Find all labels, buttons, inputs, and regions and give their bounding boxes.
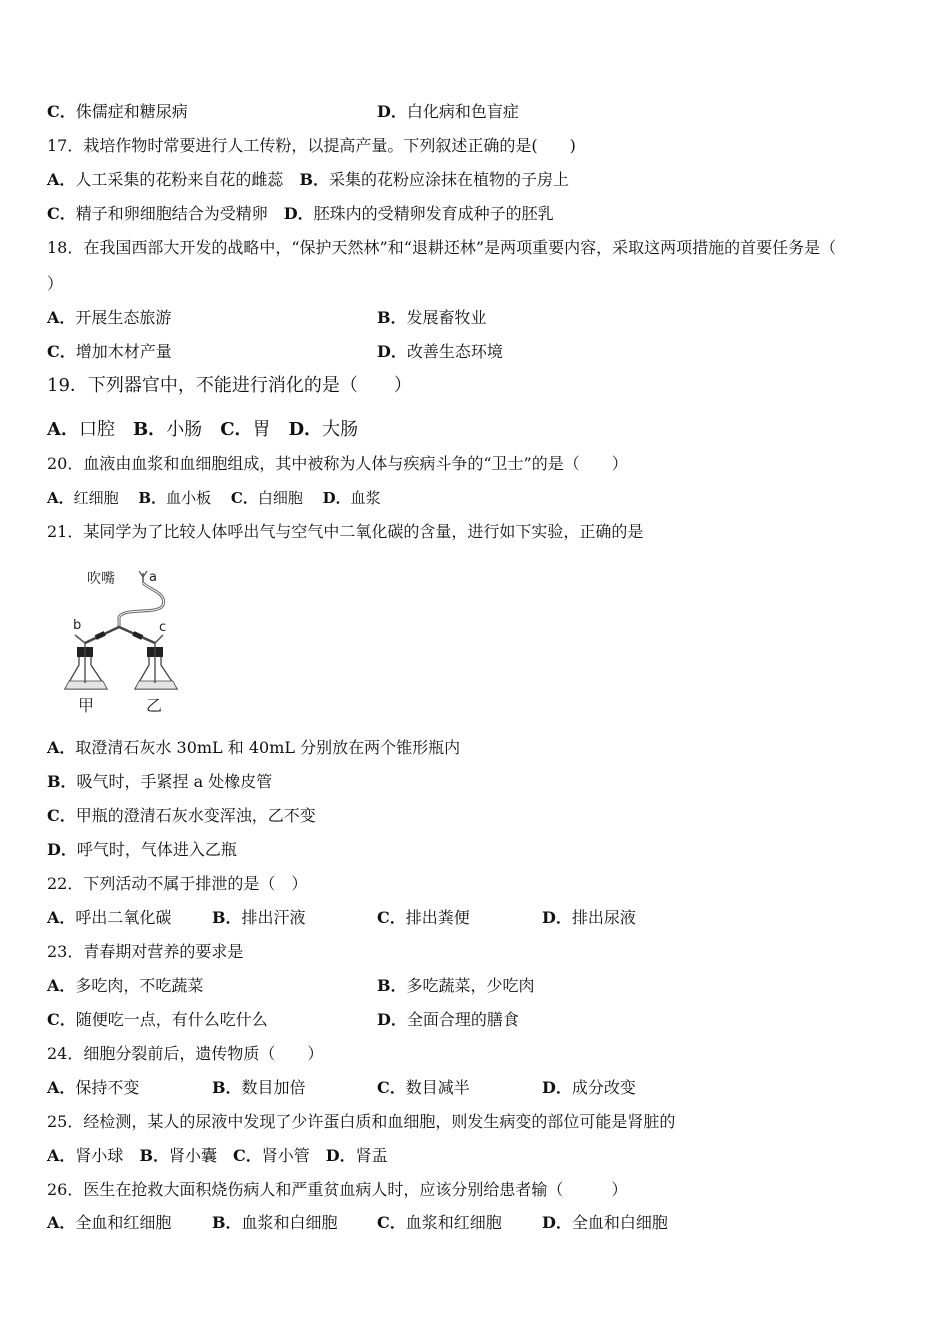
flask-apparatus-diagram [55,565,195,720]
q17-options-cd: C．精子和卵细胞结合为受精卵 D．胚珠内的受精卵发育成种子的胚乳 [47,204,554,223]
question-18-end: ） [47,274,64,293]
q19-options: A．口腔 B．小肠 C．胃 D．大肠 [47,419,359,440]
option-a: A．保持不变 [47,1078,140,1097]
option-d: D．全血和白细胞 [542,1213,668,1232]
option-b: B．数目加倍 [212,1078,306,1097]
option-a: A．呼出二氧化碳 [47,908,172,927]
q21-option-b: B．吸气时，手紧捏 a 处橡皮管 [47,772,273,791]
question-24: 24．细胞分裂前后，遗传物质（ ） [47,1044,324,1063]
option-d: D．白化病和色盲症 [377,102,519,121]
question-20: 20．血液由血浆和血细胞组成，其中被称为人体与疾病斗争的“卫士”的是（ ） [47,454,628,473]
question-25: 25．经检测，某人的尿液中发现了少许蛋白质和血细胞，则发生病变的部位可能是肾脏的 [47,1112,676,1131]
label-c: c [159,620,167,635]
q25-options: A．肾小球 B．肾小囊 C．肾小管 D．肾盂 [47,1146,388,1165]
option-d: D．成分改变 [542,1078,636,1097]
option-c: C．排出粪便 [377,908,470,927]
flask-yi-label: 乙 [146,696,163,715]
question-18: 18．在我国西部大开发的战略中，“保护天然林”和“退耕还林”是两项重要内容，采取这两项措施的首要任务是（ [47,238,837,257]
q21-option-a: A．取澄清石灰水 30mL 和 40mL 分别放在两个锥形瓶内 [47,738,461,757]
option-d: D．改善生态环境 [377,342,503,361]
question-26: 26．医生在抢救大面积烧伤病人和严重贫血病人时，应该分别给患者输（ ） [47,1180,628,1199]
question-23: 23．青春期对营养的要求是 [47,942,244,961]
mouthpiece-label: 吹嘴 [87,571,115,587]
option-c: C．随便吃一点，有什么吃什么 [47,1010,268,1029]
option-a: A．多吃肉，不吃蔬菜 [47,976,204,995]
option-c: C．血浆和红细胞 [377,1213,502,1232]
q21-option-c: C．甲瓶的澄清石灰水变浑浊，乙不变 [47,806,316,825]
question-22: 22．下列活动不属于排泄的是（ ） [47,874,308,893]
q20-options: A．红细胞 B．血小板 C．白细胞 D．血浆 [47,489,381,507]
question-17: 17．栽培作物时常要进行人工传粉，以提高产量。下列叙述正确的是( ) [47,136,576,155]
question-21: 21．某同学为了比较人体呼出气与空气中二氧化碳的含量，进行如下实验，正确的是 [47,522,644,541]
label-a: a [149,570,157,585]
option-a: A．全血和红细胞 [47,1213,172,1232]
label-b: b [73,618,82,633]
option-c: C．增加木材产量 [47,342,172,361]
option-d: D．排出尿液 [542,908,636,927]
question-19: 19．下列器官中，不能进行消化的是（ ） [47,375,412,396]
option-c: C．数目减半 [377,1078,470,1097]
option-d: D．全面合理的膳食 [377,1010,519,1029]
option-b: B．发展畜牧业 [377,308,487,327]
q21-option-d: D．呼气时，气体进入乙瓶 [47,840,237,859]
flask-jia-label: 甲 [78,696,95,715]
option-b: B．排出汗液 [212,908,306,927]
option-b: B．多吃蔬菜，少吃肉 [377,976,535,995]
experiment-figure [55,565,195,720]
q17-options-ab: A．人工采集的花粉来自花的雌蕊 B．采集的花粉应涂抹在植物的子房上 [47,170,569,189]
option-c: C．侏儒症和糖尿病 [47,102,188,121]
option-a: A．开展生态旅游 [47,308,172,327]
option-b: B．血浆和白细胞 [212,1213,338,1232]
